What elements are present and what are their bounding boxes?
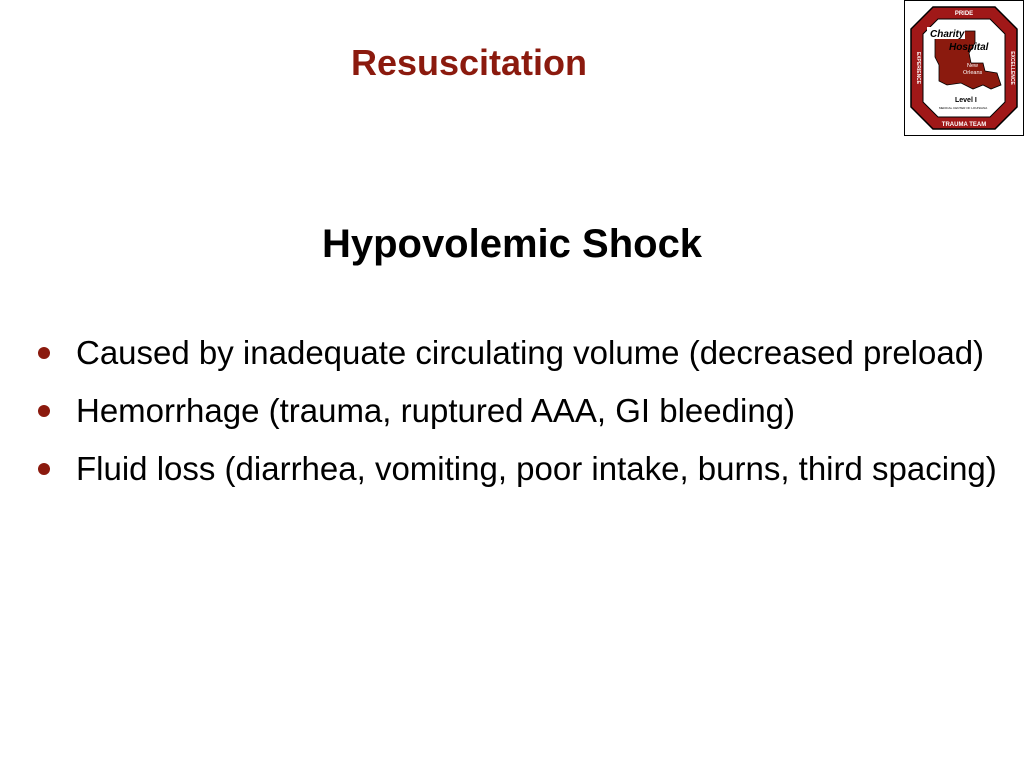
- bullet-dot-icon: [38, 405, 50, 417]
- logo-city-line2: Orleans: [963, 70, 983, 76]
- bullet-text: Caused by inadequate circulating volume (decreased preload): [76, 334, 985, 371]
- bullet-dot-icon: [38, 347, 50, 359]
- logo-emblem: [905, 1, 1023, 135]
- bullet-text: Hemorrhage (trauma, ruptured AAA, GI bleeding): [76, 392, 796, 429]
- logo-right-text: EXCELLENCE: [1009, 51, 1015, 85]
- bullet-item: [0, 446, 1000, 492]
- bullet-dot-icon: [38, 463, 50, 475]
- logo-city-line1: New: [967, 63, 979, 69]
- logo-bottom-text: TRAUMA TEAM: [941, 122, 987, 128]
- logo-name-line1: Charity: [930, 29, 965, 40]
- bullet-item: [0, 388, 1000, 434]
- logo-level: Level I: [955, 97, 977, 104]
- logo-name-line2: Hospital: [949, 42, 989, 53]
- bullet-item: [0, 330, 1000, 376]
- slide-title: Resuscitation: [350, 42, 588, 83]
- slide-subtitle: Hypovolemic Shock: [321, 222, 703, 266]
- logo-level-sub: MEDICAL CENTER OF LOUISIANA: [939, 106, 988, 110]
- bullet-text: Fluid loss (diarrhea, vomiting, poor intake, burns, third spacing): [76, 450, 997, 487]
- logo-top-text: PRIDE: [954, 11, 974, 17]
- charity-hospital-logo: [904, 0, 1024, 136]
- bullet-list: [0, 330, 1000, 504]
- logo-left-text: EXPERIENCE: [915, 51, 921, 85]
